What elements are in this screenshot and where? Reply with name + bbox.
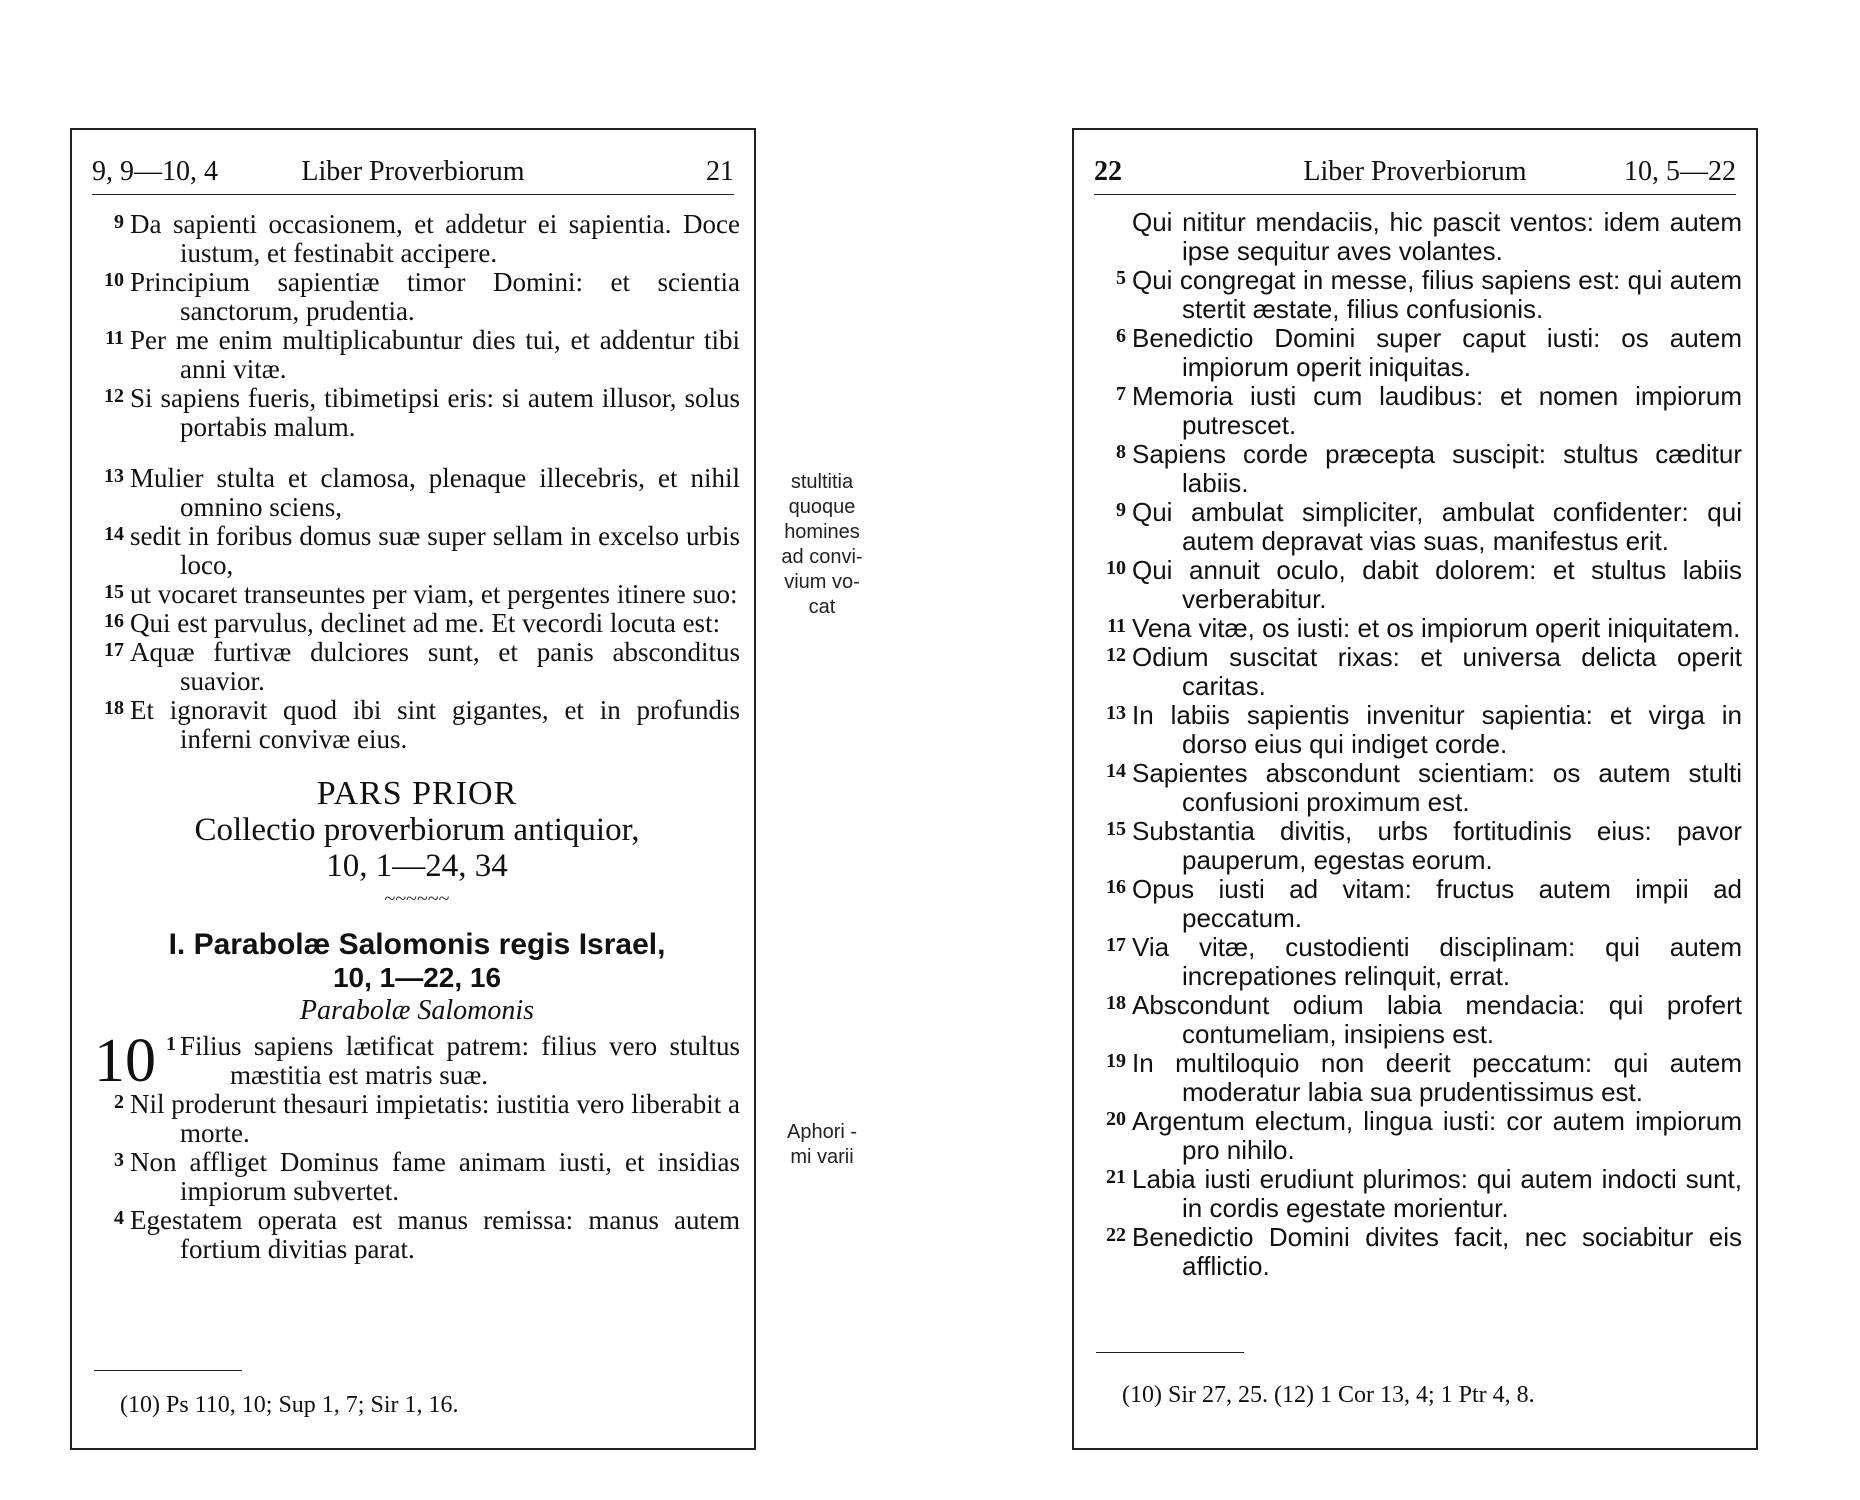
footnote-rule [94,1370,242,1371]
verse-text: Aquæ furtivæ dulciores sunt, et panis absconditus suavior. [130,637,740,696]
page-body [1096,208,1742,1281]
verse [94,1027,740,1095]
verse-number: 17 [1106,934,1126,956]
page-header [1094,154,1736,195]
verse-text: In multiloquio non deerit peccatum: qui autem moderatur labia sua prudentissimus est. [1132,1048,1742,1107]
verse-number: 1 [166,1033,176,1055]
verse-text: Egestatem operata est manus remissa: manus autem fortium divitias parat. [130,1205,740,1264]
margin-note-line: vium vo- [784,571,860,593]
verse [1096,208,1742,266]
verse-number: 18 [104,697,124,719]
verse [1096,614,1742,643]
verse-text: Qui annuit oculo, dabit dolorem: et stultus labiis verberabitur. [1132,555,1742,614]
verse-number: 3 [114,1149,124,1171]
verse-text: Vena vitæ, os iusti: et os impiorum operit iniquitatem. [1132,613,1741,643]
margin-note-line: Aphori - [786,1121,858,1143]
verse-number: 13 [1106,702,1126,724]
verse [94,609,740,638]
page-header [92,154,734,195]
collectio-range: 10, 1—24, 34 [326,848,508,884]
verse-number: 10 [1106,557,1126,579]
margin-note-line: quoque [788,496,856,518]
verse-text: Da sapienti occasionem, et addetur ei sapientia. Doce iustum, et festinabit accipere. [130,209,740,268]
verse-text: Mulier stulta et clamosa, plenaque illecebris, et nihil omnino sciens, [130,463,740,522]
verse-text: Benedictio Domini divites facit, nec sociabitur eis afflictio. [1132,1222,1742,1281]
verse-group [94,210,740,442]
verse-number: 17 [104,639,124,661]
verse [94,1206,740,1264]
verse [1096,933,1742,991]
verse-number: 13 [104,465,124,487]
verse-number: 19 [1106,1050,1126,1072]
verse-text: Abscondunt odium labia mendacia: qui profert contumeliam, insipiens est. [1132,990,1742,1049]
verse [1096,1107,1742,1165]
verse-text: Via vitæ, custodienti disciplinam: qui autem increpationes relinquit, errat. [1132,932,1742,991]
verse [94,384,740,442]
verse [94,638,740,696]
verse-text: Et ignoravit quod ibi sint gigantes, et in profundis inferni convivæ eius. [130,695,740,754]
verse-number: 8 [1116,441,1126,463]
verse [1096,266,1742,324]
verse [94,522,740,580]
verse-text: In labiis sapientis invenitur sapientia: et virga in dorso eius qui indiget corde. [1132,700,1742,759]
verse-text: Opus iusti ad vitam: fructus autem impii ad peccatum. [1132,874,1742,933]
verse-number: 22 [1106,1224,1126,1246]
verse-text: Si sapiens fueris, tibimetipsi eris: si autem illusor, solus portabis malum. [130,383,740,442]
verse-text: sedit in foribus domus suæ super sellam in excelso urbis loco, [130,521,740,580]
subsection-range: 10, 1—22, 16 [332,962,502,993]
verse-text: Sapientes abscondunt scientiam: os autem stulti confusioni proximum est. [1132,758,1742,817]
verse-text: Qui ambulat simpliciter, ambulat confidenter: qui autem depravat vias suas, manifestus erit. [1132,497,1742,556]
header-title: Liber Proverbiorum [1303,156,1527,187]
section-heading [94,776,740,1028]
verse-group [94,464,740,754]
verse-number: 7 [1116,383,1126,405]
verse-number: 15 [104,581,124,603]
verse-number: 12 [1106,644,1126,666]
verse-number: 21 [1106,1166,1126,1188]
verse [94,326,740,384]
header-range: 9, 9—10, 4 [92,156,218,187]
verse-number: 4 [114,1207,124,1229]
verse-number: 11 [1107,615,1126,637]
verse [94,210,740,268]
margin-note-line: homines [784,521,860,543]
verse [94,1090,740,1148]
verse-text: Nil proderunt thesauri impietatis: iustitia vero liberabit a morte. [130,1089,740,1148]
footnote: (10) Sir 27, 25. (12) 1 Cor 13, 4; 1 Ptr 4, 8. [1122,1382,1535,1408]
verse [94,696,740,754]
verse [1096,759,1742,817]
verse [94,580,740,609]
margin-note [762,470,882,620]
margin-note-line: stultitia [790,471,854,493]
verse [1096,1165,1742,1223]
verse-text: ut vocaret transeuntes per viam, et pergentes itinere suo: [130,579,738,609]
swash-ornament: ~~~~~~ [384,888,450,910]
verse-number: 2 [114,1091,124,1113]
margin-note-line: mi varii [790,1146,854,1168]
header-title: Liber Proverbiorum [301,156,525,187]
verse-text: Labia iusti erudiunt plurimos: qui autem indocti sunt, in cordis egestate morientur. [1132,1164,1742,1223]
page-number: 22 [1094,156,1122,187]
page-number: 21 [706,156,734,187]
verse [1096,440,1742,498]
verse-number: 9 [114,211,124,233]
verse-number: 12 [104,385,124,407]
verse [1096,817,1742,875]
verse-number: 9 [1116,499,1126,521]
spacer [94,442,740,464]
verse-text: Sapiens corde præcepta suscipit: stultus cæditur labiis. [1132,439,1742,498]
verse-text: Per me enim multiplicabuntur dies tui, et addentur tibi anni vitæ. [130,325,740,384]
verse-number: 18 [1106,992,1126,1014]
verse-number: 10 [104,269,124,291]
margin-note-line: ad convi- [781,546,863,568]
verse [1096,1049,1742,1107]
verse-text: Benedictio Domini super caput iusti: os autem impiorum operit iniquitas. [1132,323,1742,382]
footnote-rule [1096,1352,1244,1353]
verse-text: Non affliget Dominus fame animam iusti, et insidias impiorum subvertet. [130,1147,740,1206]
verse [94,1148,740,1206]
subsection-subtitle: Parabolæ Salomonis [299,995,535,1026]
verse [1096,1223,1742,1281]
page-body [94,210,740,1264]
header-range: 10, 5—22 [1624,156,1736,187]
verse-number: 5 [1116,267,1126,289]
verse [1096,556,1742,614]
verse-number: 16 [1106,876,1126,898]
margin-note [762,1120,882,1170]
verse-number: 14 [104,523,124,545]
verse-number: 16 [104,610,124,632]
right-page [1072,128,1758,1450]
verse [94,464,740,522]
chapter-block [94,1027,740,1095]
verse [1096,382,1742,440]
verse-number: 14 [1106,760,1126,782]
verse-text: Memoria iusti cum laudibus: et nomen impiorum putrescet. [1132,381,1742,440]
verse-text: Principium sapientiæ timor Domini: et scientia sanctorum, prudentia. [130,267,740,326]
verse [1096,324,1742,382]
verse-text: Filius sapiens lætificat patrem: filius vero stultus mæstitia est matris suæ. [180,1031,740,1090]
verse [1096,701,1742,759]
left-page [70,128,756,1450]
verse-number: 15 [1106,818,1126,840]
verse-text: Qui est parvulus, declinet ad me. Et vecordi locuta est: [130,608,721,638]
margin-note-line: cat [808,596,836,618]
verse-number: 11 [105,327,124,349]
pars-title: PARS PRIOR [316,775,518,812]
collectio-title: Collectio proverbiorum antiquior, [194,812,640,848]
verse [1096,498,1742,556]
verse [94,268,740,326]
verse-text: Odium suscitat rixas: et universa delicta operit caritas. [1132,642,1742,701]
footnote: (10) Ps 110, 10; Sup 1, 7; Sir 1, 16. [120,1392,459,1418]
verse-number: 6 [1116,325,1126,347]
subsection-title: I. Parabolæ Salomonis regis Israel, [168,928,666,961]
verse-text: Substantia divitis, urbs fortitudinis eius: pavor pauperum, egestas eorum. [1132,816,1742,875]
verse-text: Qui nititur mendaciis, hic pascit ventos: idem autem ipse sequitur aves volantes. [1132,207,1742,266]
verse [1096,875,1742,933]
verse [1096,643,1742,701]
verse-text: Qui congregat in messe, filius sapiens est: qui autem stertit æstate, filius confusionis. [1132,265,1742,324]
verse-text: Argentum electum, lingua iusti: cor autem impiorum pro nihilo. [1132,1106,1742,1165]
verse-number: 20 [1106,1108,1126,1130]
chapter-number: 10 [94,1027,156,1095]
verse [1096,991,1742,1049]
